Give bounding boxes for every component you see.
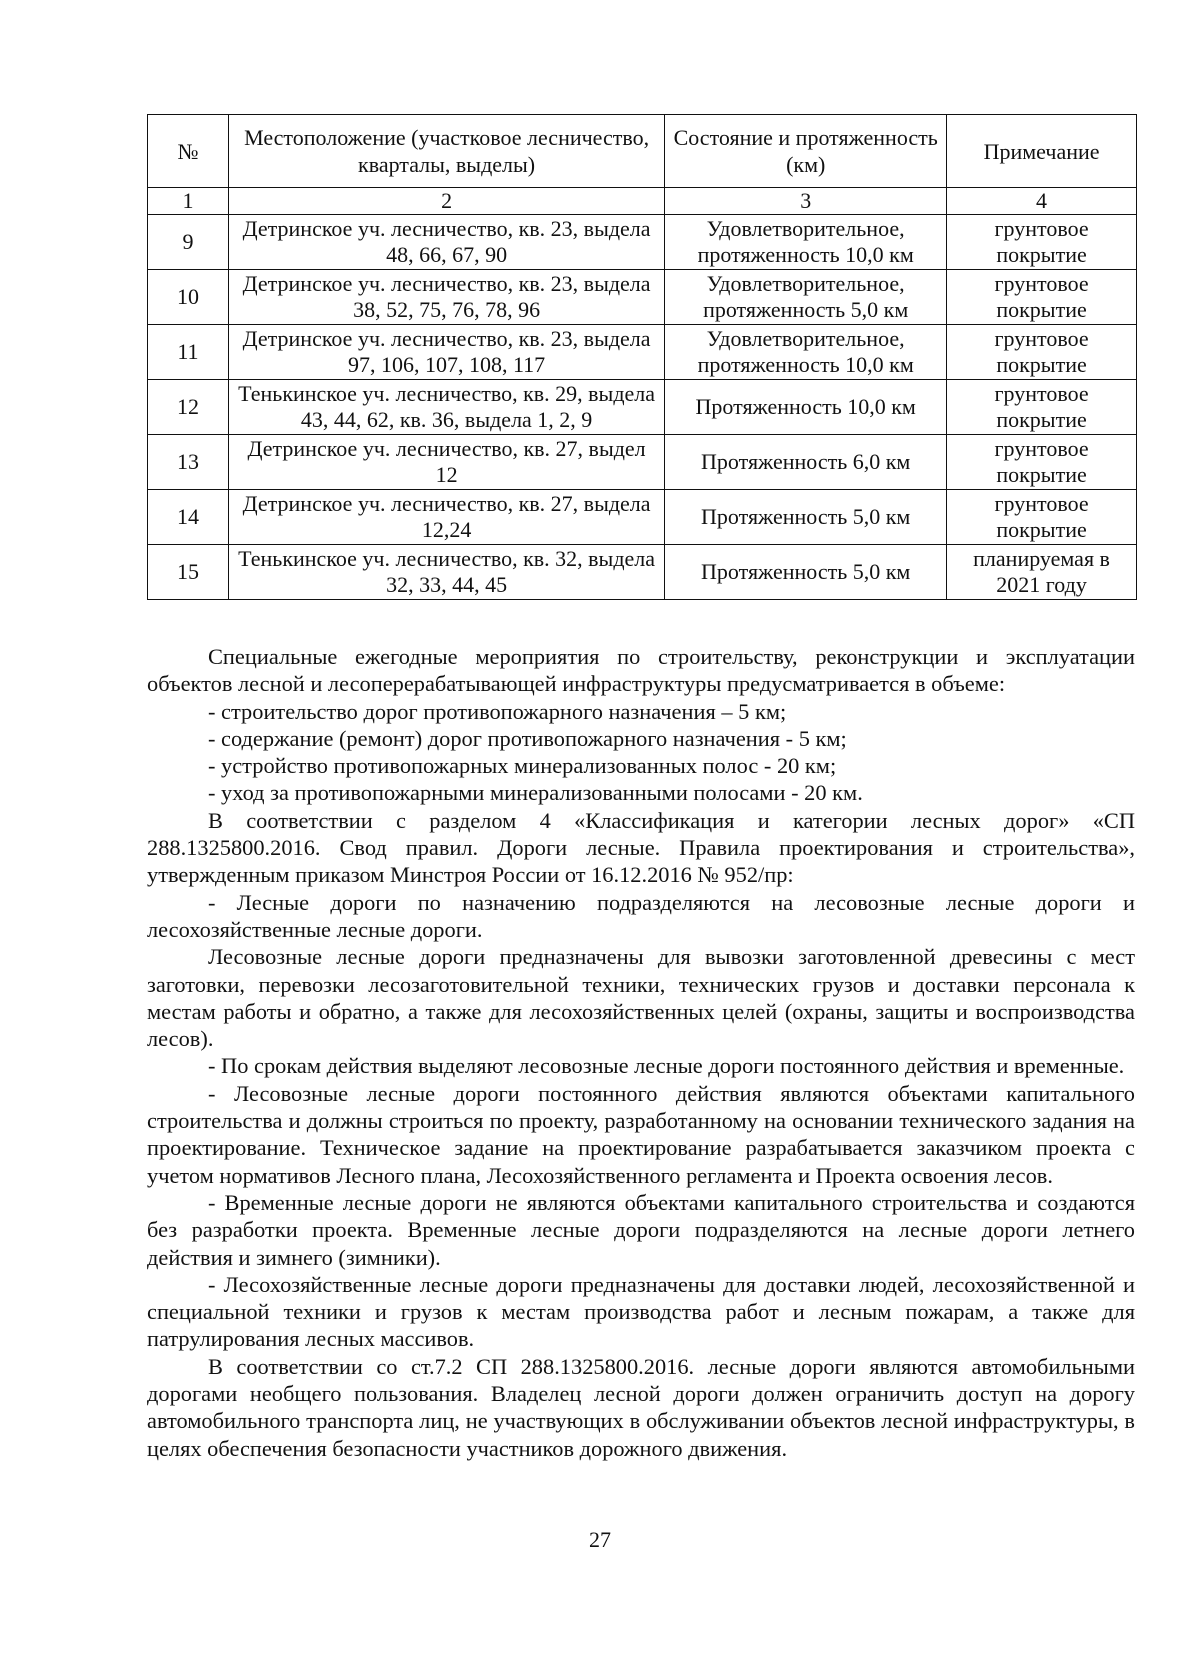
column-number-cell: 4 — [947, 188, 1137, 215]
row-state: Протяженность 5,0 км — [665, 545, 947, 600]
row-note: грунтовое покрытие — [947, 490, 1137, 545]
page-number: 27 — [589, 1527, 611, 1552]
row-location: Детринское уч. лесничество, кв. 23, выдела 38, 52, 75, 76, 78, 96 — [228, 270, 664, 325]
row-note: грунтовое покрытие — [947, 215, 1137, 270]
row-number: 9 — [148, 215, 229, 270]
row-number: 14 — [148, 490, 229, 545]
row-number: 15 — [148, 545, 229, 600]
row-number: 11 — [148, 325, 229, 380]
paragraph: - По срокам действия выделяют лесовозные лесные дороги постоянного действия и временные. — [208, 1053, 1125, 1079]
list-item: - уход за противопожарными минерализованными полосами - 20 км. — [208, 780, 863, 806]
row-note: грунтовое покрытие — [947, 325, 1137, 380]
list-item: - содержание (ремонт) дорог противопожарного назначения - 5 км; — [208, 725, 847, 751]
table-row — [148, 435, 1137, 490]
row-location: Тенькинское уч. лесничество, кв. 29, выдела 43, 44, 62, кв. 36, выдела 1, 2, 9 — [228, 380, 664, 435]
paragraph: - Лесные дороги по назначению подразделяются на лесовозные лесные дороги и лесохозяйственные лесные дороги. — [147, 889, 1135, 942]
table-row — [148, 545, 1137, 600]
row-number: 12 — [148, 380, 229, 435]
row-state: Удовлетворительное, протяженность 10,0 км — [665, 325, 947, 380]
table-row — [148, 270, 1137, 325]
header-note: Примечание — [947, 115, 1137, 188]
row-note: грунтовое покрытие — [947, 380, 1137, 435]
row-note: планируемая в 2021 году — [947, 545, 1137, 600]
table-column-numbers-row — [148, 188, 1137, 215]
row-state: Удовлетворительное, протяженность 10,0 км — [665, 215, 947, 270]
row-state: Протяженность 6,0 км — [665, 435, 947, 490]
paragraph: В соответствии со ст.7.2 СП 288.1325800.2016. лесные дороги являются автомобильными дорогами необщего пользования. Владелец лесной дороги должен ограничить доступ на дорогу автомобильного транспорта лиц, не участвующих в обслуживании объектов лесной инфраструктуры, в целях обеспечения безопасности участников дорожного движения. — [147, 1353, 1135, 1461]
row-location: Детринское уч. лесничество, кв. 27, выдела 12,24 — [228, 490, 664, 545]
body-text — [147, 643, 1135, 1462]
list-item: - устройство противопожарных минерализованных полос - 20 км; — [208, 753, 837, 779]
row-note: грунтовое покрытие — [947, 270, 1137, 325]
paragraph: - Временные лесные дороги не являются объектами капитального строительства и создаются без разработки проекта. Временные лесные дороги подразделяются на лесные дороги летнего действия и зимнего (зимники). — [147, 1189, 1135, 1270]
table-row — [148, 325, 1137, 380]
header-location: Местоположение (участковое лесничество, кварталы, выделы) — [228, 115, 664, 188]
column-number-cell: 1 — [148, 188, 229, 215]
header-number: № — [148, 115, 229, 188]
paragraph: - Лесовозные лесные дороги постоянного действия являются объектами капитального строительства и должны строиться по проекту, разработанному на основании технического задания на проектирование. Техническое задание на проектирование разрабатывается заказчиком проекта с учетом нормативов Лесного плана, Лесохозяйственного регламента и Проекта освоения лесов. — [147, 1080, 1135, 1188]
row-location: Детринское уч. лесничество, кв. 23, выдела 97, 106, 107, 108, 117 — [228, 325, 664, 380]
row-number: 13 — [148, 435, 229, 490]
row-location: Тенькинское уч. лесничество, кв. 32, выдела 32, 33, 44, 45 — [228, 545, 664, 600]
table-header-row — [148, 115, 1137, 188]
paragraph: В соответствии с разделом 4 «Классификация и категории лесных дорог» «СП 288.1325800.2016. Свод правил. Дороги лесные. Правила проектирования и строительства», утвержденным приказом Минстроя России от 16.12.2016 № 952/пр: — [147, 807, 1135, 888]
row-state: Протяженность 10,0 км — [665, 380, 947, 435]
row-location: Детринское уч. лесничество, кв. 27, выдел 12 — [228, 435, 664, 490]
row-state: Протяженность 5,0 км — [665, 490, 947, 545]
table-row — [148, 490, 1137, 545]
row-number: 10 — [148, 270, 229, 325]
header-state: Состояние и протяженность (км) — [665, 115, 947, 188]
row-state: Удовлетворительное, протяженность 5,0 км — [665, 270, 947, 325]
roads-table — [147, 114, 1137, 600]
table-row — [148, 215, 1137, 270]
row-note: грунтовое покрытие — [947, 435, 1137, 490]
paragraph: - Лесохозяйственные лесные дороги предназначены для доставки людей, лесохозяйственной и специальной техники и грузов к местам производства работ и лесным пожарам, а также для патрулирования лесных массивов. — [147, 1271, 1135, 1352]
paragraph: Лесовозные лесные дороги предназначены для вывозки заготовленной древесины с мест заготовки, перевозки лесозаготовительной техники, технических грузов и доставки персонала к местам работы и обратно, а также для лесохозяйственных целей (охраны, защиты и воспроизводства лесов). — [147, 944, 1135, 1052]
row-location: Детринское уч. лесничество, кв. 23, выдела 48, 66, 67, 90 — [228, 215, 664, 270]
list-item: - строительство дорог противопожарного назначения – 5 км; — [208, 698, 787, 724]
table-row — [148, 380, 1137, 435]
paragraph: Специальные ежегодные мероприятия по строительству, реконструкции и эксплуатации объектов лесной и лесоперерабатывающей инфраструктуры предусматривается в объеме: — [147, 644, 1135, 697]
column-number-cell: 2 — [228, 188, 664, 215]
column-number-cell: 3 — [665, 188, 947, 215]
